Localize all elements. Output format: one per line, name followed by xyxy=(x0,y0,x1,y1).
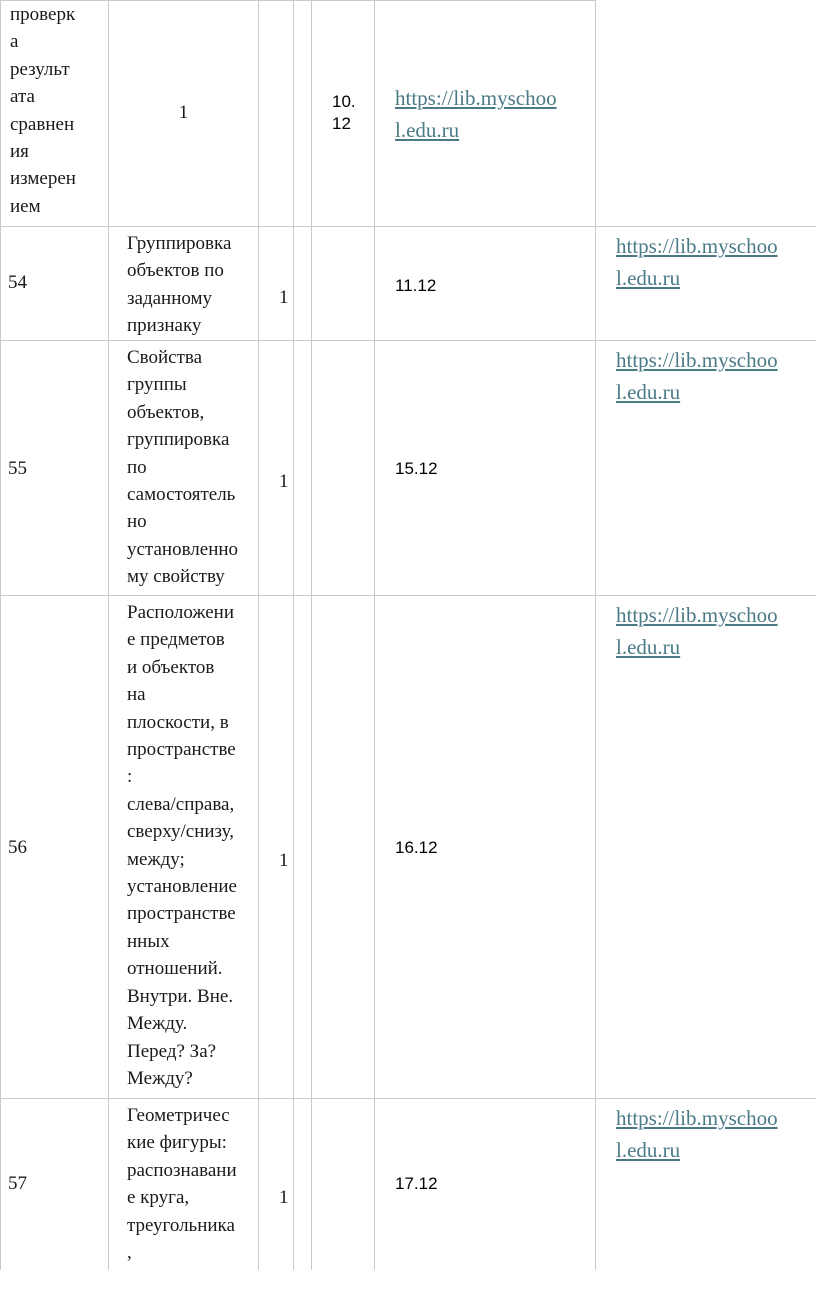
date-cell xyxy=(395,226,475,346)
resource-link[interactable] xyxy=(616,599,816,663)
topic-line: нных xyxy=(127,930,170,952)
date-value: 16.12 xyxy=(395,838,438,857)
topic-line: установление xyxy=(127,876,237,898)
date-line: 12 xyxy=(332,114,351,133)
topic-line: Между? xyxy=(127,1067,193,1089)
date-cell xyxy=(395,340,475,598)
topic-line: и объектов xyxy=(127,656,215,678)
link-line[interactable]: https://lib.myschoo xyxy=(616,234,778,258)
table-row xyxy=(0,1098,816,1270)
table-row xyxy=(0,340,816,595)
link-line[interactable]: l.edu.ru xyxy=(616,1138,681,1162)
hours-value: 1 xyxy=(279,287,289,309)
topic-line: слева/справа, xyxy=(127,793,235,815)
hours-value: 1 xyxy=(178,102,189,124)
topic-line: пространстве xyxy=(127,739,236,761)
topic-line: му свойству xyxy=(127,566,225,588)
topic-line: между; xyxy=(127,848,185,870)
topic-line: ием xyxy=(10,195,41,217)
topic-line: Свойства xyxy=(127,347,203,368)
topic-line: Расположени xyxy=(127,602,235,623)
link-line[interactable]: https://lib.myschoo xyxy=(395,86,557,110)
topic-line: ата xyxy=(10,86,35,108)
topic-line: на xyxy=(127,684,146,706)
date-value: 11.12 xyxy=(395,276,437,295)
topic-line: а xyxy=(10,31,19,53)
date-value: 17.12 xyxy=(395,1174,438,1193)
hours-value: 1 xyxy=(279,850,289,872)
link-line[interactable]: l.edu.ru xyxy=(616,380,681,404)
hours-cell xyxy=(109,0,258,226)
date-cell xyxy=(332,91,372,135)
topic-line: заданному xyxy=(127,287,213,309)
row-number xyxy=(8,226,98,340)
topic-line: отношений. xyxy=(127,958,223,980)
date-value: 15.12 xyxy=(395,459,438,478)
topic-line: е предметов xyxy=(127,629,225,651)
row-number-value: 57 xyxy=(8,1173,27,1195)
topic-cell xyxy=(127,344,257,591)
resource-link[interactable] xyxy=(616,1102,816,1166)
row-number-value: 54 xyxy=(8,272,27,294)
topic-cell xyxy=(127,1102,257,1266)
topic-line: плоскости, в xyxy=(127,711,229,733)
topic-line: пространстве xyxy=(127,903,236,925)
topic-cell xyxy=(127,230,257,340)
topic-line: Геометричес xyxy=(127,1105,230,1126)
row-number xyxy=(8,1098,98,1270)
topic-line: объектов по xyxy=(127,260,224,282)
topic-line: самостоятель xyxy=(127,484,236,506)
topic-line: е круга, xyxy=(127,1187,190,1209)
link-line[interactable]: l.edu.ru xyxy=(395,118,460,142)
hours-cell xyxy=(279,595,293,1127)
link-line[interactable]: l.edu.ru xyxy=(616,635,681,659)
hours-value: 1 xyxy=(279,1187,289,1209)
link-line[interactable]: https://lib.myschoo xyxy=(616,1106,778,1130)
topic-line: сверху/снизу, xyxy=(127,821,235,843)
topic-cell xyxy=(127,599,257,1092)
table-row xyxy=(0,595,816,1098)
topic-cell xyxy=(10,1,106,220)
date-cell xyxy=(395,595,475,1101)
row-number-value: 56 xyxy=(8,837,27,859)
hours-value: 1 xyxy=(279,471,289,493)
topic-line: Внутри. Вне. xyxy=(127,985,234,1007)
resource-link[interactable] xyxy=(395,82,595,146)
topic-line: группы xyxy=(127,374,187,396)
row-number xyxy=(8,595,98,1101)
resource-link[interactable] xyxy=(616,344,816,408)
topic-line: признаку xyxy=(127,315,202,337)
topic-line: треугольника xyxy=(127,1214,235,1236)
topic-line: , xyxy=(127,1242,132,1264)
link-line[interactable]: https://lib.myschoo xyxy=(616,603,778,627)
topic-line: кие фигуры: xyxy=(127,1132,227,1154)
resource-link[interactable] xyxy=(616,230,816,294)
date-line: 10. xyxy=(332,92,356,111)
topic-line: ия xyxy=(10,141,29,163)
topic-line: но xyxy=(127,511,147,533)
topic-line: по xyxy=(127,456,147,478)
hours-cell xyxy=(279,1098,293,1298)
topic-line: результ xyxy=(10,58,70,80)
table-row-continued xyxy=(0,0,595,226)
row-number xyxy=(8,340,98,598)
hours-cell xyxy=(279,340,293,624)
table-row xyxy=(0,226,816,340)
topic-line: измерен xyxy=(10,168,76,190)
link-line[interactable]: https://lib.myschoo xyxy=(616,348,778,372)
topic-line: объектов, xyxy=(127,401,205,423)
topic-line: Группировка xyxy=(127,233,232,254)
topic-line: Перед? За? xyxy=(127,1040,217,1062)
topic-line: распознавани xyxy=(127,1159,237,1181)
topic-line: проверк xyxy=(10,4,76,25)
topic-line: сравнен xyxy=(10,113,75,135)
link-line[interactable]: l.edu.ru xyxy=(616,266,681,290)
topic-line: установленно xyxy=(127,538,239,560)
date-cell xyxy=(395,1098,475,1270)
row-number-value: 55 xyxy=(8,458,27,480)
topic-line: : xyxy=(127,766,133,788)
topic-line: Между. xyxy=(127,1013,188,1035)
topic-line: группировка xyxy=(127,429,230,451)
